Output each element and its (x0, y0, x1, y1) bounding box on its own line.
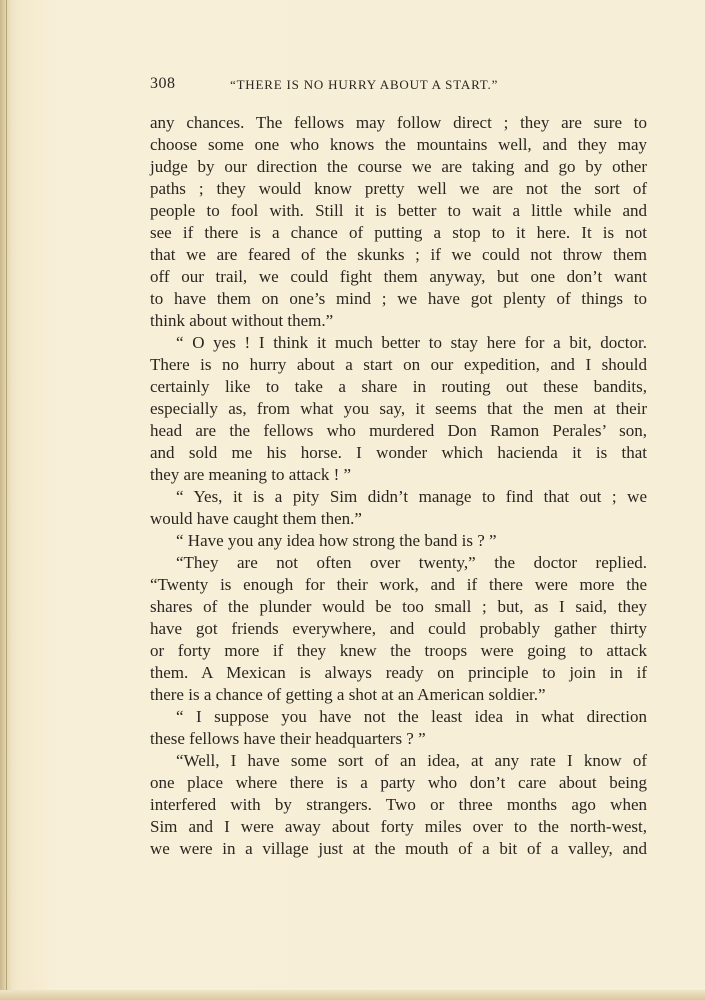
page-header (150, 75, 650, 97)
text-line: one place where there is a party who don’t care about being (150, 773, 647, 792)
text-line: them. A Mexican is always ready on principle to join in if (150, 663, 647, 682)
text-line: interfered with by strangers. Two or three months ago when (150, 795, 647, 814)
page-binding (0, 0, 12, 1000)
text-line: especially as, from what you say, it seems that the men at their (150, 399, 647, 418)
text-line: “ O yes ! I think it much better to stay here for a bit, doctor. (176, 333, 647, 352)
text-line: shares of the plunder would be too small ; but, as I said, they (150, 597, 647, 616)
text-line: people to fool with. Still it is better to wait a little while and (150, 201, 647, 220)
text-line: “Well, I have some sort of an idea, at any rate I know of (176, 751, 647, 770)
text-line: these fellows have their headquarters ? ” (150, 729, 426, 748)
text-line: have got friends everywhere, and could probably gather thirty (150, 619, 647, 638)
text-line: “Twenty is enough for their work, and if there were more the (150, 575, 647, 594)
running-head: “THERE IS NO HURRY ABOUT A START.” (230, 77, 499, 92)
text-line: “ Yes, it is a pity Sim didn’t manage to find that out ; we (176, 487, 647, 506)
binding-line (6, 0, 7, 1000)
text-line: or forty more if they knew the troops were going to attack (150, 641, 647, 660)
page-number: 308 (150, 75, 176, 92)
text-line: certainly like to take a share in routing out these bandits, (150, 377, 647, 396)
text-line: “They are not often over twenty,” the doctor replied. (176, 553, 647, 572)
text-line: see if there is a chance of putting a stop to it here. It is not (150, 223, 647, 242)
text-line: to have them on one’s mind ; we have got plenty of things to (150, 289, 647, 308)
text-line: they are meaning to attack ! ” (150, 465, 352, 484)
text-line: think about without them.” (150, 311, 334, 330)
text-line: paths ; they would know pretty well we are not the sort of (150, 179, 647, 198)
page-bottom-edge (0, 990, 705, 1000)
text-line: that we are feared of the skunks ; if we could not throw them (150, 245, 647, 264)
text-line: judge by our direction the course we are taking and go by other (150, 157, 647, 176)
text-line: and sold me his horse. I wonder which hacienda it is that (150, 443, 647, 462)
text-line: There is no hurry about a start on our expedition, and I should (150, 355, 647, 374)
body-text (150, 112, 647, 860)
text-line: would have caught them then.” (150, 509, 362, 528)
text-line: we were in a village just at the mouth of a bit of a valley, and (150, 839, 647, 858)
text-line: “ Have you any idea how strong the band is ? ” (176, 531, 497, 550)
text-line: choose some one who knows the mountains well, and they may (150, 135, 647, 154)
text-line: “ I suppose you have not the least idea in what direction (176, 707, 647, 726)
text-line: head are the fellows who murdered Don Ramon Perales’ son, (150, 421, 647, 440)
text-line: there is a chance of getting a shot at an American soldier.” (150, 685, 546, 704)
text-line: any chances. The fellows may follow direct ; they are sure to (150, 113, 647, 132)
text-line: off our trail, we could fight them anyway, but one don’t want (150, 267, 647, 286)
text-line: Sim and I were away about forty miles over to the north-west, (150, 817, 647, 836)
